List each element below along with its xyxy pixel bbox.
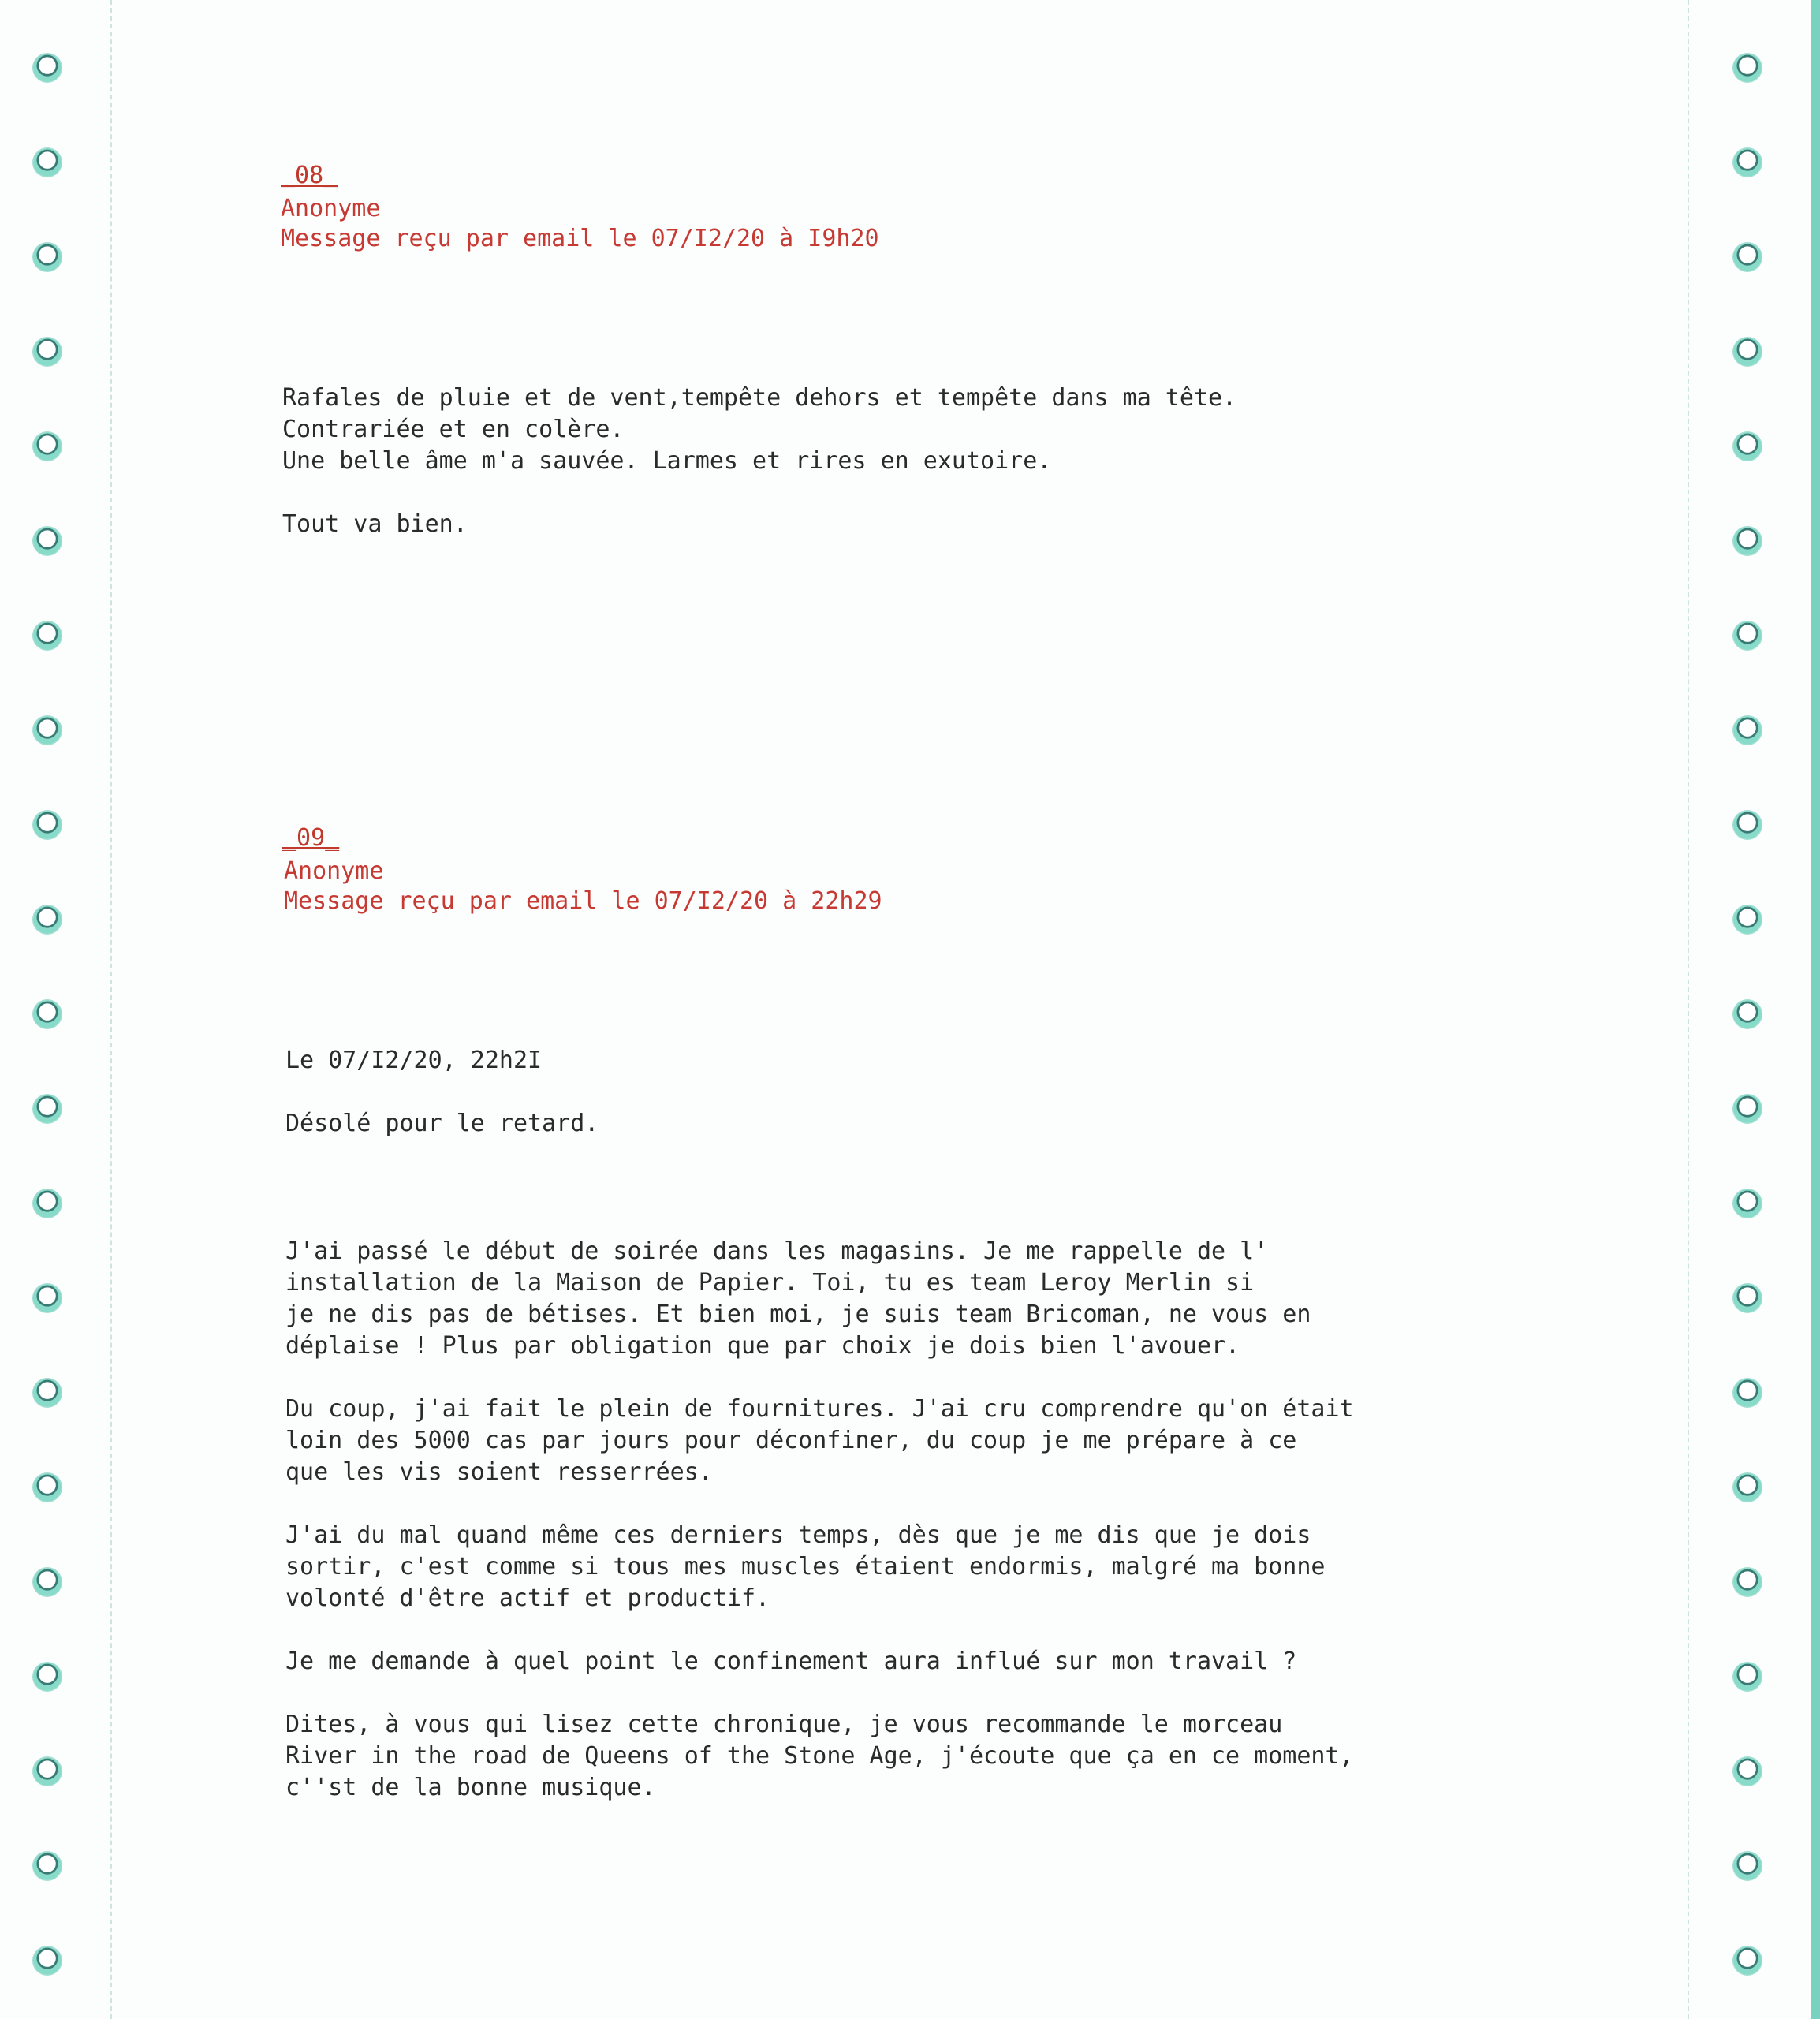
feed-hole (1733, 1189, 1762, 1218)
feed-hole (33, 1379, 62, 1407)
entry-line: volonté d'être actif et productif. (285, 1584, 770, 1612)
entry-number: _08_ (281, 162, 338, 189)
feed-hole (33, 905, 62, 934)
feed-hole (33, 1568, 62, 1596)
entry-line: Je me demande à quel point le confinement aura influé sur mon travail ? (285, 1648, 1297, 1675)
feed-hole (1733, 338, 1762, 366)
feed-hole (33, 527, 62, 555)
feed-hole (1733, 148, 1762, 177)
feed-hole (1733, 1663, 1762, 1691)
entry-line: déplaise ! Plus par obligation que par choix je dois bien l'avouer. (285, 1332, 1240, 1360)
entry-line: J'ai passé le début de soirée dans les magasins. Je me rappelle de l' (285, 1237, 1269, 1265)
entry-line: Tout va bien. (282, 510, 468, 538)
feed-hole (33, 621, 62, 650)
feed-hole (33, 148, 62, 177)
feed-hole (1733, 527, 1762, 555)
feed-hole (33, 54, 62, 82)
entry-line: Dites, à vous qui lisez cette chronique, je vous recommande le morceau (285, 1711, 1283, 1738)
entry-line: River in the road de Queens of the Stone Age, j'écoute que ça en ce moment, (285, 1742, 1354, 1770)
feed-hole (1733, 1284, 1762, 1312)
feed-hole (1733, 54, 1762, 82)
feed-hole (1733, 716, 1762, 745)
entry-line: J'ai du mal quand même ces derniers temps, dès que je me dis que je dois (285, 1521, 1311, 1549)
entry-line: sortir, c'est comme si tous mes muscles étaient endormis, malgré ma bonne (285, 1553, 1326, 1580)
right-perforation-line (1688, 0, 1689, 2019)
entry-author: Anonyme (281, 195, 381, 222)
entry-line: Rafales de pluie et de vent,tempête dehors et tempête dans ma tête. (282, 384, 1237, 412)
feed-hole (1733, 1000, 1762, 1028)
feed-hole (33, 1946, 62, 1975)
entry-line: loin des 5000 cas par jours pour déconfiner, du coup je me prépare à ce (285, 1427, 1297, 1454)
feed-hole (33, 432, 62, 461)
feed-hole (33, 716, 62, 745)
feed-hole (1733, 621, 1762, 650)
entry-line: Une belle âme m'a sauvée. Larmes et rires en exutoire. (282, 447, 1052, 475)
entry-line: Du coup, j'ai fait le plein de fournitures. J'ai cru comprendre qu'on était (285, 1395, 1354, 1423)
left-perforation-line (110, 0, 112, 2019)
entry-meta: Message reçu par email le 07/I2/20 à I9h20 (281, 225, 879, 252)
feed-hole (1733, 811, 1762, 839)
feed-hole (33, 1757, 62, 1786)
feed-hole (1733, 1568, 1762, 1596)
feed-hole (33, 1852, 62, 1880)
entry-line: Contrariée et en colère. (282, 416, 625, 443)
feed-hole (33, 1284, 62, 1312)
feed-hole (1733, 1379, 1762, 1407)
feed-hole (33, 243, 62, 271)
feed-hole (33, 338, 62, 366)
feed-hole (1733, 1852, 1762, 1880)
feed-hole (1733, 1946, 1762, 1975)
right-edge-stripe (1811, 0, 1820, 2019)
entry-number: _09_ (282, 824, 340, 852)
entry-author: Anonyme (284, 857, 384, 885)
feed-hole (33, 1000, 62, 1028)
feed-hole (1733, 243, 1762, 271)
entry-line: installation de la Maison de Papier. Toi, tu es team Leroy Merlin si (285, 1269, 1255, 1297)
feed-hole (1733, 1757, 1762, 1786)
feed-hole (33, 1473, 62, 1502)
entry-meta: Message reçu par email le 07/I2/20 à 22h29 (284, 887, 882, 915)
feed-hole (1733, 1473, 1762, 1502)
feed-hole (33, 1189, 62, 1218)
entry-line: Le 07/I2/20, 22h2I (285, 1047, 543, 1074)
entry-line: Désolé pour le retard. (285, 1110, 599, 1137)
feed-hole (33, 811, 62, 839)
feed-hole (1733, 905, 1762, 934)
entry-line: je ne dis pas de bétises. Et bien moi, je suis team Bricoman, ne vous en (285, 1301, 1311, 1328)
entry-line: c''st de la bonne musique. (285, 1774, 656, 1801)
entry-line: que les vis soient resserrées. (285, 1458, 713, 1486)
feed-hole (1733, 1095, 1762, 1123)
feed-hole (33, 1663, 62, 1691)
feed-hole (1733, 432, 1762, 461)
feed-hole (33, 1095, 62, 1123)
